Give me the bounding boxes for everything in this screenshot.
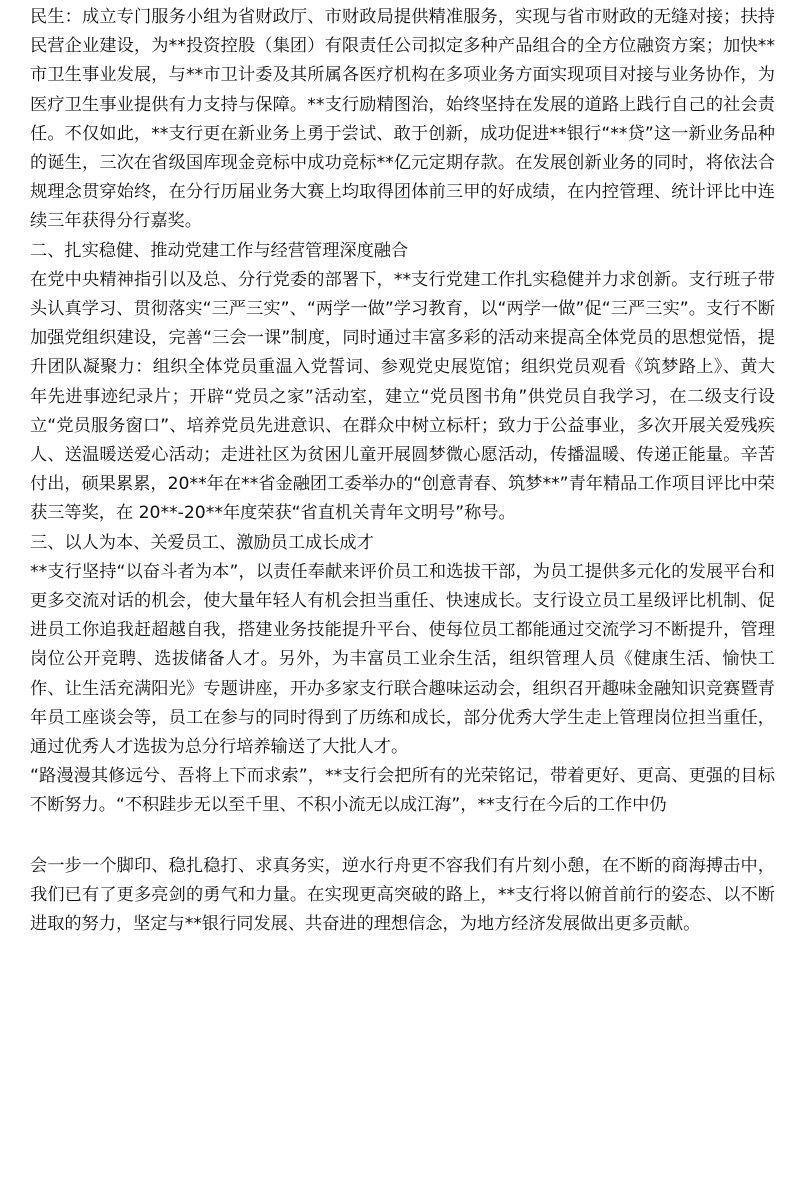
section-three-paragraph: **支行坚持“以奋斗者为本”，以责任奉献来评价员工和选拔干部，为员工提供多元化的发展平台和更多交流对话的机会，使大量年轻人有机会担当重任、快速成长。支行设立员工星级评比机制、促进员工你追我赶超越自我，搭建业务技能提升平台、使每位员工都能通过交流学习不断提升，管理岗位公开竞聘、选拔储备人才。另外，为丰富员工业余生活，组织管理人员《健康生活、愉快工作、让生活充满阳光》专题讲座，开办多家支行联合趣味运动会，组织召开趣味金融知识竞赛暨青年员工座谈会等，员工在参与的同时得到了历练和成长，部分优秀大学生走上管理岗位担当重任，通过优秀人才选拔为总分行培养输送了大批人才。 [30,561,775,758]
section-one-continued-paragraph: 民生：成立专门服务小组为省财政厅、市财政局提供精准服务，实现与省市财政的无缝对接；扶持民营企业建设，为**投资控股（集团）有限责任公司拟定多种产品组合的全方位融资方案；加快**市卫生事业发展，与**市卫计委及其所属各医疗机构在多项业务方面实现项目对接与业务协作，为医疗卫生事业提供有力支持与保障。**支行励精图治，始终坚持在发展的道路上践行自己的社会责任。不仅如此，**支行更在新业务上勇于尝试、敢于创新，成功促进**银行“**贷”这一新业务品种的诞生，三次在省级国库现金竞标中成功竞标**亿元定期存款。在发展创新业务的同时，将依法合规理念贯穿始终，在分行历届业务大赛上均取得团体前三甲的好成绩，在内控管理、统计评比中连续三年获得分行嘉奖。 [30,7,775,232]
section-two-paragraph: 在党中央精神指引以及总、分行党委的部署下，**支行党建工作扎实稳健并力求创新。支行班子带头认真学习、贯彻落实“三严三实”、“两学一做”学习教育，以“两学一做”促“三严三实”。支行不断加强党组织建设，完善“三会一课”制度，同时通过丰富多彩的活动来提高全体党员的思想觉悟，提升团队凝聚力：组织全体党员重温入党誓词、参观党史展览馆；组织党员观看《筑梦路上》、黄大年先进事迹纪录片；开辟“党员之家”活动室，建立“党员图书角”供党员自我学习，在二级支行设立“党员服务窗口”、培养党员先进意识、在群众中树立标杆；致力于公益事业，多次开展关爱残疾人、送温暖送爱心活动；走进社区为贫困儿童开展圆梦微心愿活动，传播温暖、传递正能量。辛苦付出，硕果累累，20**年在**省金融团工委举办的“创意青春、筑梦**”青年精品工作项目评比中荣获三等奖，在 20**-20**年度荣获“省直机关青年文明号”称号。 [30,269,775,524]
closing-paragraph-part-two: 会一步一个脚印、稳扎稳打、求真务实，逆水行舟更不容我们有片刻小憩，在不断的商海搏击中，我们已有了更多亮剑的勇气和力量。在实现更高突破的路上，**支行将以俯首前行的姿态、以不断进取的努力，坚定与**银行同发展、共奋进的理想信念，为地方经济发展做出更多贡献。 [30,856,775,935]
section-two-heading: 二、扎实稳健、推动党建工作与经营管理深度融合 [30,240,409,261]
text-block-continued [30,852,775,940]
section-three-heading: 三、以人为本、关爱员工、激励员工成长成才 [30,532,374,553]
text-block-top [30,3,775,821]
closing-paragraph-part-one: “路漫漫其修远兮、吾将上下而求索”，**支行会把所有的光荣铭记，带着更好、更高、更强的目标不断努力。“不积跬步无以至千里、不积小流无以成江海”，**支行在今后的工作中仍 [30,766,775,816]
